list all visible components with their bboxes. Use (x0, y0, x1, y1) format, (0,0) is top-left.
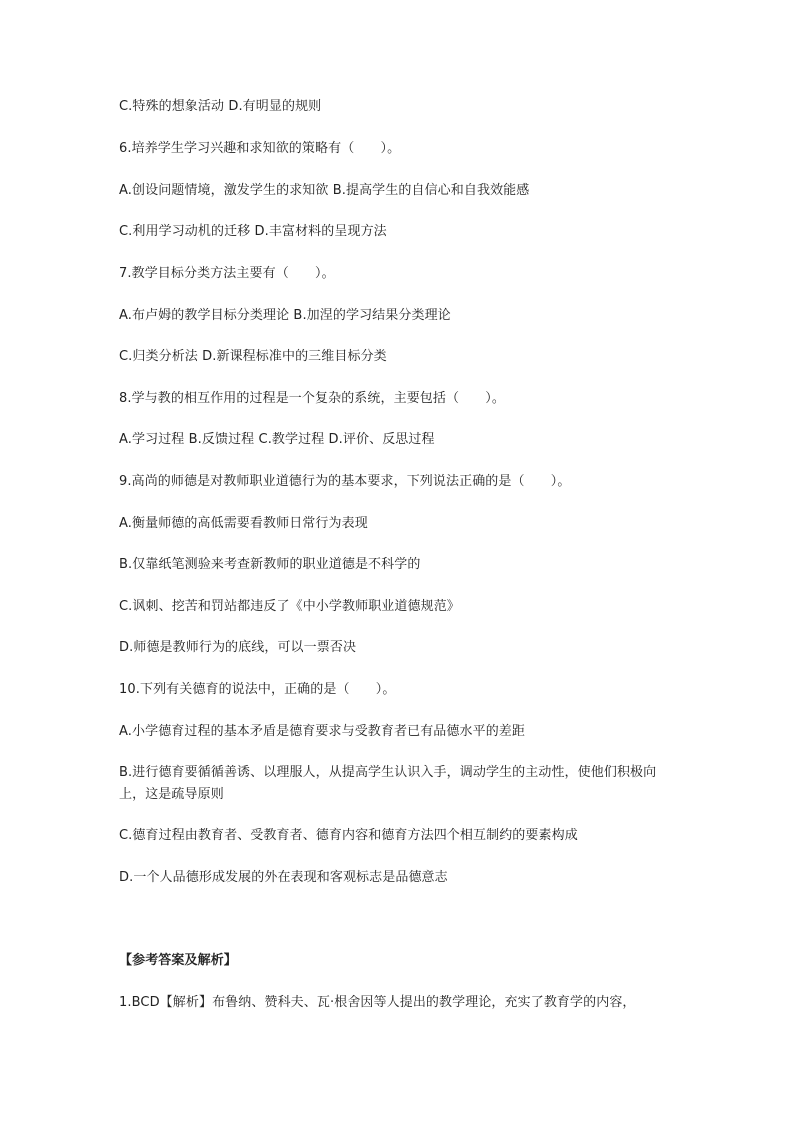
option-q9-b: B.仅靠纸笔测验来考查新教师的职业道德是不科学的 (119, 557, 421, 572)
question-9: 9.高尚的师德是对教师职业道德行为的基本要求，下列说法正确的是（ ）。 (119, 474, 571, 489)
question-6: 6.培养学生学习兴趣和求知欲的策略有（ ）。 (119, 141, 401, 156)
question-8: 8.学与教的相互作用的过程是一个复杂的系统，主要包括（ ）。 (119, 391, 506, 406)
option-line-q8: A.学习过程 B.反馈过程 C.教学过程 D.评价、反思过程 (119, 432, 435, 447)
option-q10-b: B.进行德育要循循善诱、以理服人，从提高学生认识入手，调动学生的主动性，使他们积极向上，这是疏导原则 (119, 765, 657, 802)
option-q10-a: A.小学德育过程的基本矛盾是德育要求与受教育者已有品德水平的差距 (119, 724, 525, 739)
answer-heading: 【参考答案及解析】 (119, 953, 237, 968)
option-q9-d: D.师德是教师行为的底线，可以一票否决 (119, 640, 357, 655)
answer-line-1: 1.BCD【解析】布鲁纳、赞科夫、瓦·根舍因等人提出的教学理论，充实了教育学的内容， (119, 995, 636, 1010)
question-7: 7.教学目标分类方法主要有（ ）。 (119, 266, 335, 281)
option-line-q6-cd: C.利用学习动机的迁移 D.丰富材料的呈现方法 (119, 224, 387, 239)
option-q10-d: D.一个人品德形成发展的外在表现和客观标志是品德意志 (119, 870, 448, 885)
option-line-q5-cd: C.特殊的想象活动 D.有明显的规则 (119, 99, 322, 114)
option-q9-c: C.讽刺、挖苦和罚站都违反了《中小学教师职业道德规范》 (119, 599, 460, 614)
option-line-q7-cd: C.归类分析法 D.新课程标准中的三维目标分类 (119, 349, 387, 364)
option-line-q6-ab: A.创设问题情境，激发学生的求知欲 B.提高学生的自信心和自我效能感 (119, 183, 530, 198)
question-10: 10.下列有关德育的说法中，正确的是（ ）。 (119, 682, 396, 697)
option-q9-a: A.衡量师德的高低需要看教师日常行为表现 (119, 516, 368, 531)
option-line-q7-ab: A.布卢姆的教学目标分类理论 B.加涅的学习结果分类理论 (119, 308, 451, 323)
option-q10-c: C.德育过程由教育者、受教育者、德育内容和德育方法四个相互制约的要素构成 (119, 828, 578, 843)
